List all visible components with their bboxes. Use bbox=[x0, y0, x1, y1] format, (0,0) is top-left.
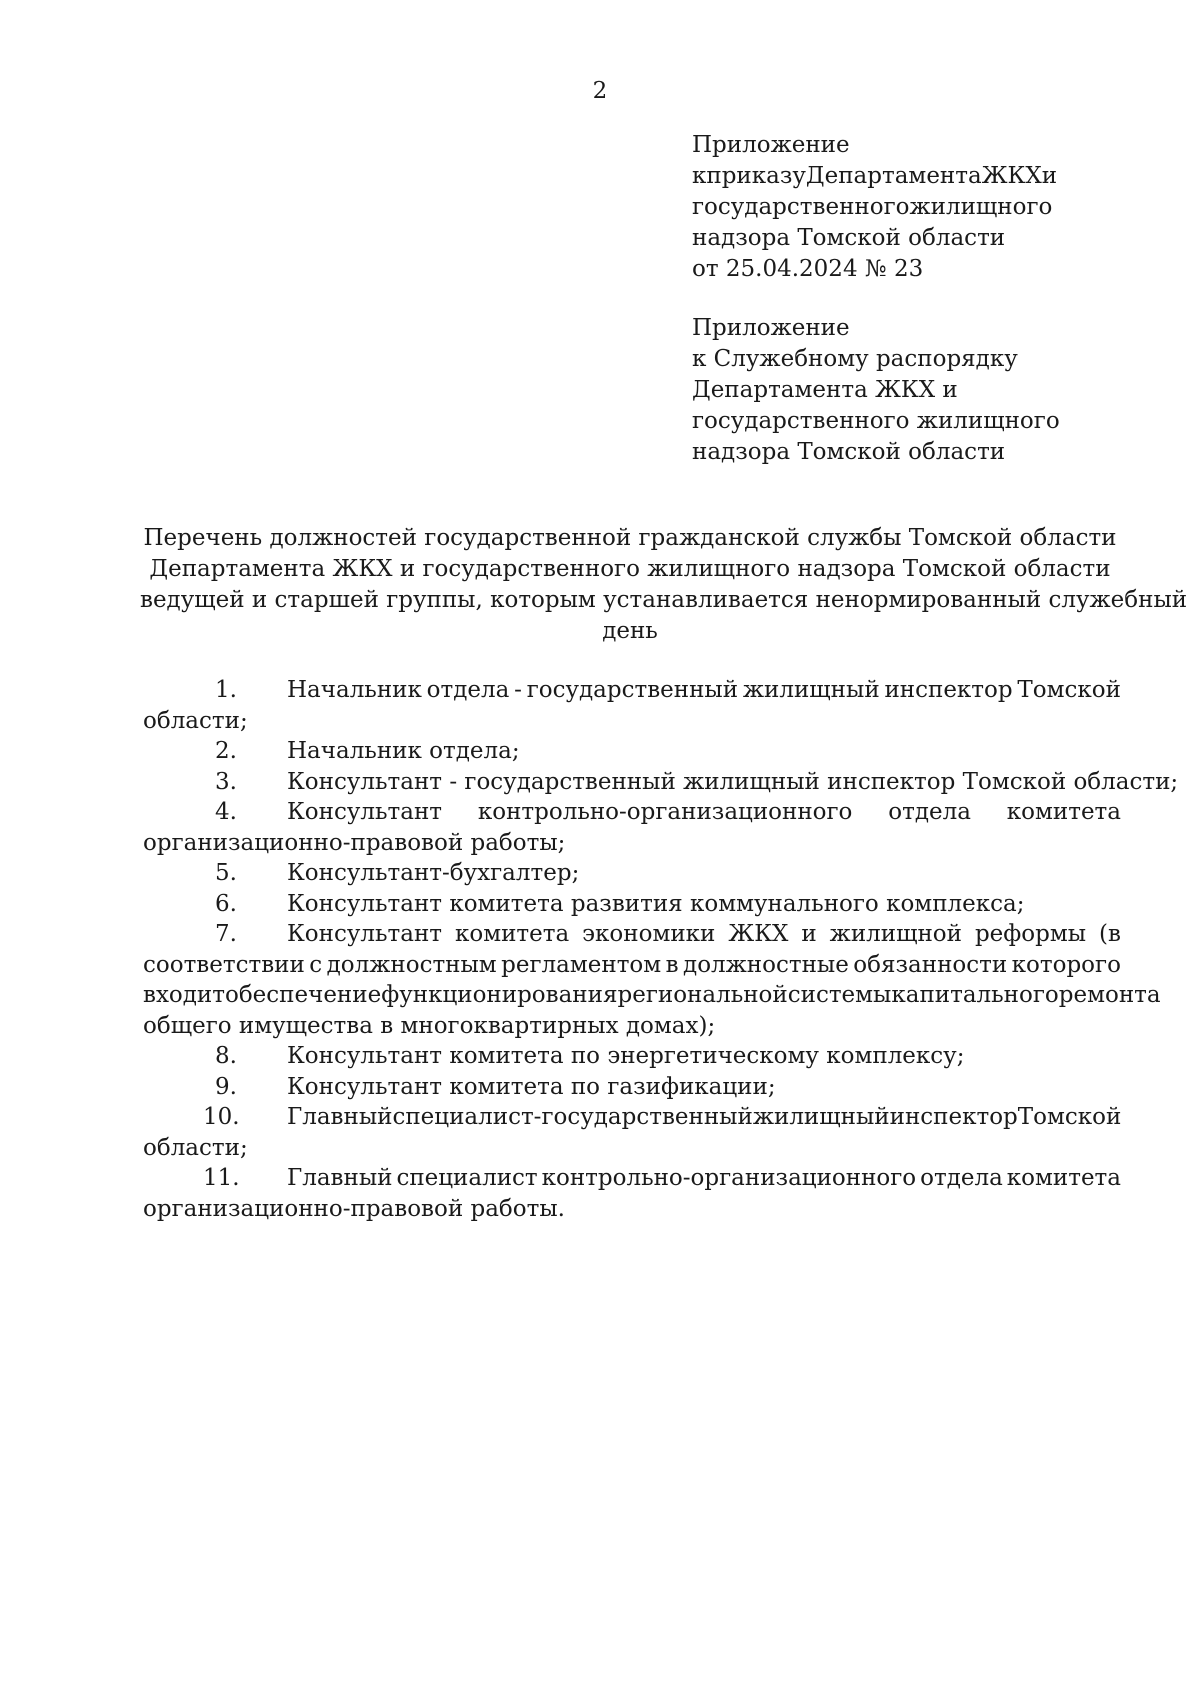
list-item bbox=[143, 767, 1179, 798]
word: к bbox=[692, 163, 707, 189]
word: - bbox=[514, 677, 522, 703]
word: жилищный bbox=[742, 677, 880, 703]
word: приказу bbox=[706, 163, 806, 189]
appendix-regulations-block bbox=[692, 313, 1120, 468]
list-item bbox=[143, 1041, 1121, 1072]
appendix-regulations-line: Департамента ЖКХ и bbox=[692, 377, 958, 403]
page-number: 2 bbox=[592, 78, 608, 104]
word: комитета bbox=[1006, 1165, 1121, 1191]
word: контрольно-организационного bbox=[541, 1165, 917, 1191]
word: должностным bbox=[326, 951, 497, 978]
word: государственный bbox=[526, 677, 739, 703]
word: комитета bbox=[454, 921, 570, 947]
list-item-continuation bbox=[143, 980, 1161, 1011]
list-item-number: 9. bbox=[215, 1073, 237, 1100]
word: инспектор bbox=[889, 1104, 1018, 1130]
word: и bbox=[1041, 163, 1058, 189]
word: экономики bbox=[582, 921, 716, 947]
appendix-regulations-line: Приложение bbox=[692, 315, 850, 341]
list-item-text: Консультант комитета развития коммунального комплекса; bbox=[287, 890, 1025, 917]
word: инспектор bbox=[884, 677, 1013, 703]
list-item-continuation: организационно-правовой работы. bbox=[143, 1195, 565, 1222]
title-line: Перечень должностей государственной гражданской службы Томской области bbox=[143, 525, 1117, 551]
word: и bbox=[801, 921, 817, 947]
word: ЖКХ bbox=[981, 163, 1042, 189]
word: ремонта bbox=[1058, 982, 1161, 1008]
title-line: день bbox=[602, 618, 658, 644]
list-item-continuation bbox=[143, 950, 1121, 981]
list-item-number: 5. bbox=[215, 860, 237, 886]
appendix-order-date: от 25.04.2024 № 23 bbox=[692, 256, 924, 282]
list-item-number: 4. bbox=[215, 799, 237, 825]
list-item-text bbox=[287, 797, 1121, 828]
word: Департамента bbox=[805, 163, 982, 189]
list-item-number: 1. bbox=[215, 677, 237, 703]
list-item-text: Консультант - государственный жилищный инспектор Томской области; bbox=[287, 768, 1179, 795]
appendix-regulations-line: надзора Томской области bbox=[692, 439, 1006, 465]
word: государственного bbox=[692, 194, 910, 220]
appendix-order-line bbox=[692, 161, 1120, 192]
word: обеспечение bbox=[224, 982, 382, 1008]
list-item bbox=[143, 858, 1121, 889]
word: отдела bbox=[426, 677, 510, 703]
list-item bbox=[143, 889, 1121, 920]
list-item-number: 10. bbox=[203, 1104, 240, 1130]
positions-list bbox=[143, 675, 1179, 1224]
word: функционирования bbox=[381, 982, 618, 1008]
appendix-order-line: надзора Томской области bbox=[692, 225, 1006, 251]
list-item bbox=[143, 797, 1121, 858]
word: (в bbox=[1099, 921, 1121, 947]
word: которого bbox=[1011, 951, 1121, 978]
list-item bbox=[143, 1102, 1121, 1163]
list-item-continuation: организационно-правовой работы; bbox=[143, 829, 566, 856]
word: реформы bbox=[974, 921, 1087, 947]
word: жилищной bbox=[829, 921, 962, 947]
word: соответствии bbox=[143, 951, 305, 978]
word: ЖКХ bbox=[728, 921, 789, 947]
word: жилищный bbox=[752, 1104, 890, 1130]
word: Томской bbox=[1017, 1104, 1122, 1130]
word: специалист bbox=[396, 1165, 538, 1191]
list-item-continuation: области; bbox=[143, 1134, 248, 1161]
list-item-number: 6. bbox=[215, 890, 237, 917]
word: Томской bbox=[1017, 677, 1121, 703]
word: обязанности bbox=[853, 951, 1008, 978]
word: капитального bbox=[891, 982, 1059, 1008]
word: Начальник bbox=[287, 677, 422, 703]
word: региональной bbox=[617, 982, 788, 1008]
list-item-text bbox=[287, 919, 1121, 950]
word: с bbox=[309, 951, 323, 978]
appendix-order-line bbox=[692, 192, 1120, 223]
word: - bbox=[533, 1104, 542, 1130]
appendix-regulations-line: государственного жилищного bbox=[692, 408, 1060, 434]
word: Главный bbox=[287, 1104, 393, 1130]
list-item-text bbox=[287, 1102, 1121, 1133]
list-item-number: 2. bbox=[215, 738, 237, 764]
list-item-text: Начальник отдела; bbox=[287, 738, 520, 764]
appendix-order-line: Приложение bbox=[692, 132, 850, 158]
list-item bbox=[143, 736, 1121, 767]
word: контрольно-организационного bbox=[477, 799, 853, 825]
document-title bbox=[140, 523, 1188, 647]
list-item-text: Консультант-бухгалтер; bbox=[287, 860, 580, 886]
list-item-number: 8. bbox=[215, 1043, 237, 1069]
list-item-text bbox=[287, 675, 1121, 706]
title-line: Департамента ЖКХ и государственного жилищного надзора Томской области bbox=[149, 556, 1111, 582]
list-item-number: 3. bbox=[215, 768, 237, 795]
list-item-continuation: области; bbox=[143, 707, 248, 734]
list-item-number: 7. bbox=[215, 921, 237, 947]
word: должностные bbox=[683, 951, 849, 978]
list-item-text: Консультант комитета по энергетическому комплексу; bbox=[287, 1043, 965, 1069]
list-item bbox=[143, 1072, 1121, 1103]
list-item-continuation: общего имущества в многоквартирных домах); bbox=[143, 1012, 716, 1039]
appendix-regulations-line: к Служебному распорядку bbox=[692, 346, 1018, 372]
word: жилищного bbox=[909, 194, 1053, 220]
word: Главный bbox=[287, 1165, 393, 1191]
word: комитета bbox=[1006, 799, 1121, 825]
appendix-order-block bbox=[692, 130, 1120, 285]
word: государственный bbox=[541, 1104, 753, 1130]
word: входит bbox=[143, 982, 225, 1008]
word: специалист bbox=[392, 1104, 534, 1130]
list-item-number: 11. bbox=[203, 1165, 240, 1191]
list-item bbox=[143, 919, 1161, 1041]
list-item bbox=[143, 1163, 1121, 1224]
list-item-text: Консультант комитета по газификации; bbox=[287, 1073, 776, 1100]
word: отдела bbox=[888, 799, 971, 825]
word: отдела bbox=[920, 1165, 1003, 1191]
word: системы bbox=[787, 982, 892, 1008]
list-item bbox=[143, 675, 1121, 736]
word: в bbox=[665, 951, 679, 978]
title-line: ведущей и старшей группы, которым устанавливается ненормированный служебный bbox=[140, 587, 1188, 613]
word: Консультант bbox=[287, 799, 443, 825]
word: регламентом bbox=[501, 951, 662, 978]
word: Консультант bbox=[287, 921, 443, 947]
list-item-text bbox=[287, 1163, 1121, 1194]
